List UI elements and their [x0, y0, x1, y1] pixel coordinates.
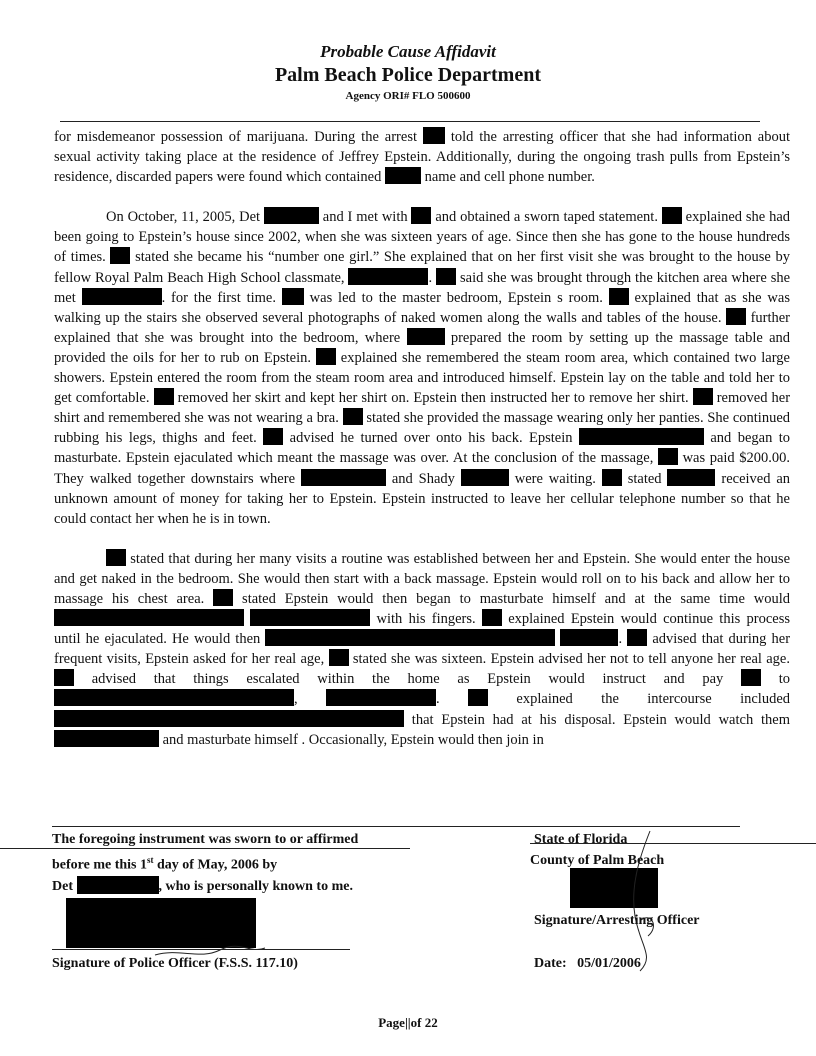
redaction: [468, 689, 488, 706]
redaction: [54, 669, 74, 686]
redaction: [385, 167, 421, 184]
redaction: [667, 469, 715, 486]
paragraph-1: for misdemeanor possession of marijuana. During the arrest told the arresting officer that she had information about sexual activity taking place at the residence of Jeffrey Epstein. Additionally, during the ongoing trash pulls from Epstein’s residence, discarded papers were found which contained name and cell phone number.: [54, 129, 791, 186]
page-number: Page||of 22: [378, 1015, 438, 1030]
county-label: County of Palm Beach: [530, 853, 665, 868]
redaction: [301, 469, 386, 486]
redaction: [348, 268, 428, 285]
redaction: [110, 247, 130, 264]
redaction: [560, 629, 618, 646]
redaction: [343, 408, 363, 425]
redaction: [482, 609, 502, 626]
redaction: [264, 207, 319, 224]
officer-signature-line: [52, 949, 350, 950]
sworn-statement: The foregoing instrument was sworn to or affirmed before me this 1st day of May, 2006 by Det , who is personally known to me.: [52, 832, 359, 894]
redaction: [316, 348, 336, 365]
redaction: [326, 689, 436, 706]
redaction: [82, 288, 162, 305]
redaction: [602, 469, 622, 486]
date-line: Date: 05/01/2006: [534, 956, 641, 971]
redaction: [461, 469, 509, 486]
redaction: [77, 876, 159, 894]
redaction: [54, 609, 244, 626]
redaction: [263, 428, 283, 445]
redaction: [213, 589, 233, 606]
redaction: [54, 730, 159, 747]
redaction: [627, 629, 647, 646]
redaction: [407, 328, 445, 345]
redaction: [250, 609, 370, 626]
redaction: [662, 207, 682, 224]
redaction: [54, 710, 404, 727]
paragraph-2: On October, 11, 2005, Det and I met with and obtained a sworn taped statement. explained she had been going to Epstein’s house since 2002, when she was sixteen years of age. Since then she has gone to the house hundreds of times. stated she became his “number one girl.” She explained that on her first visit she was brought to the house by fellow Royal Palm Beach High School classmate, . said she was brought through the kitchen area where she met . for the first time. was led to the master bedroom, Epstein s room. explained that as she was walking up the stairs she observed several photographs of naked women along the walls and tables of the house. further explained that she was brought into the bedroom, where prepared the room by setting up the massage table and provided the oils for her to rub on Epstein. explained she remembered the steam room area, which contained two large showers. Epstein entered the room from the steam room area and introduced himself. Epstein lay on the table and told her to get comfortable. removed her skirt and kept her shirt on. Epstein then instructed her to remove her shirt. removed her shirt and remembered she was not wearing a bra. stated she provided the massage wearing only her panties. She continued rubbing his legs, thighs and feet. advised he turned over onto his back. Epstein and began to masturbate. Epstein ejaculated which meant the massage was over. At the conclusion of the massage, was paid $200.00. They walked together downstairs where and Shady were waiting. stated received an unknown amount of money for taking her to Epstein. Epstein instructed to leave her cellular telephone number so that he could contact her when he is in town.: [54, 209, 791, 527]
affidavit-body: [54, 127, 790, 750]
redaction: [54, 689, 294, 706]
date-value: 05/01/2006: [577, 956, 641, 971]
department-name: Palm Beach Police Department: [274, 64, 542, 86]
agency-ori: Agency ORI# FLO 500600: [345, 90, 471, 102]
arresting-officer-signature-label: Signature/Arresting Officer: [534, 913, 700, 928]
header-rule: [60, 121, 760, 122]
redaction: [741, 669, 761, 686]
redaction: [282, 288, 304, 305]
redaction: [579, 428, 704, 445]
redaction: [693, 388, 713, 405]
redaction: [726, 308, 746, 325]
redaction: [423, 127, 445, 144]
officer-signature-label: Signature of Police Officer (F.S.S. 117.10): [52, 956, 298, 971]
redaction: [609, 288, 629, 305]
paragraph-3: stated that during her many visits a routine was established between her and Epstein. She would enter the house and get naked in the bedroom. She would then start with a back massage. Epstein would roll on to his back and allow her to massage his chest area. stated Epstein would then began to masturbate himself and at the same time would with his fingers. explained Epstein would continue this process until he ejaculated. He would then . advised that during her frequent visits, Epstein asked for her real age, stated she was sixteen. Epstein advised her not to tell anyone her real age. advised that things escalated within the home as Epstein would instruct and pay to , . explained the intercourse included that Epstein had at his disposal. Epstein would watch them and masturbate himself . Occasionally, Epstein would then join in: [54, 550, 791, 748]
redaction: [329, 649, 349, 666]
document-title: Probable Cause Affidavit: [320, 42, 496, 61]
redaction: [106, 549, 126, 566]
redaction: [154, 388, 174, 405]
redaction: [436, 268, 456, 285]
redaction: [411, 207, 431, 224]
redaction: [658, 448, 678, 465]
state-label: State of Florida: [534, 832, 628, 847]
redaction: [265, 629, 555, 646]
